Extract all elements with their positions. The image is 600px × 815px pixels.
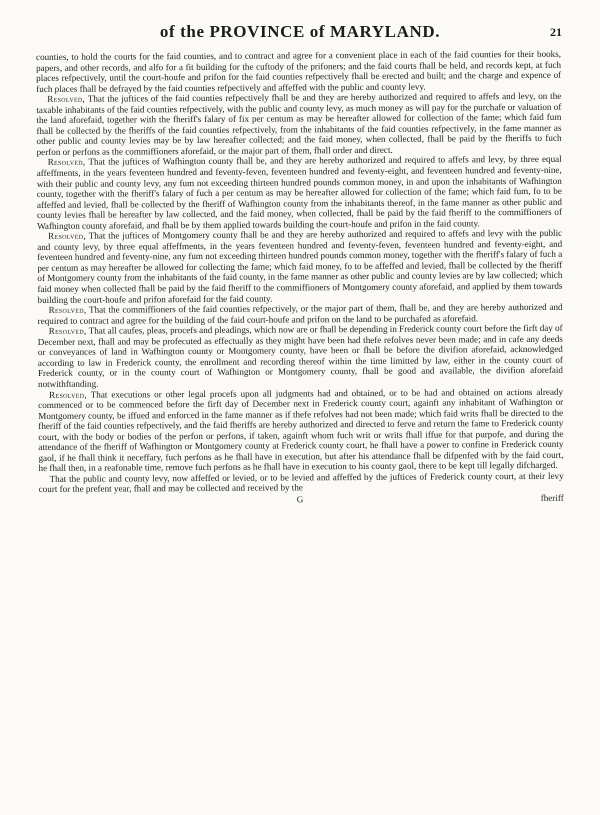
paragraph	[36, 49, 561, 94]
resolved-lead: Resolved,	[48, 230, 86, 242]
page-header	[0, 22, 600, 44]
paragraph-text: That executions or other legal procefs upon all judgments had and obtained, or to be had and obtained on actions already commenced or to be commenced before the firft day of December next in Frederick county court, againft any inhabitant of Wafhington or Montgomery county, be iffued and enforced in the fame manner as if thefe refolves had not been made; which faid writs fhall be directed to the fheriff of the faid counties refpectively, and the faid fheriffs are hereby authorized and directed to ferve and return the fame to Frederick county court, with the body or bodies of the perfon or perfons, if taken, againft whom fuch writ or writs fhall iffue for that purpofe, and during the attendance of the fheriff of Wafhington or Montgomery county at Frederick county court, he fhall have a power to confine in Frederick county gaol, if he fhall think it neceffary, fuch perfons as he fhall have in execution, but after his attendance fhall be difpenfed with by the faid court, he fhall then, in a reafonable time, remove fuch perfons as he fhall have in execution to his county gaol, there to be kept till legally difcharged.	[38, 386, 564, 474]
paragraph-text: That the juftices of the faid counties refpectively fhall be and they are hereby authorized and required to affefs and levy, on the taxable inhabitants of the faid counties refpectively, with the public and county levy, as much money as will pay for the purchafe or valuation of the land aforefaid, together with the fheriff's falary of fix per centum as may be hereafter allowed for collection of the fame; which faid fum fhall be collected by the fheriffs of the faid counties refpectively, from the inhabitants of the faid counties refpectively, in the fame manner as other public and county levies may be by law hereafter collected; and the faid money, when collected, fhall be paid by the fheriffs to fuch perfon or perfons as the commiffioners aforefaid, or the major part of them, fhall order and direct.	[36, 90, 562, 157]
paragraph-text: That the juftices of Wafhington county fhall be, and they are hereby authorized and required to affefs and levy, by three equal affeffments, in the years feventeen hundred and feventy-feven, feventeen hundred and feventy-eight, and feventeen hundred and feventy-nine, with their public and county levy, any fum not exceeding thirteen hundred pounds common money, in and upon the inhabitants of Wafhington county, together with the fheriff's falary of fuch a per centum as may be hereafter allowed for collection of the fame; which faid fum, fo to be affeffed and levied, fhall be collected by the fheriff of Wafhington county from the inhabitants thereof, in the fame manner as other public and county levies fhall be hereafter by law collected, and the faid money, when collected, fhall be paid by the faid fheriff to the commiffioners of Wafhington county aforefaid, and fhall be by them applied towards building the court-houfe and prifon in the faid county.	[36, 154, 563, 231]
resolved-lead: Resolved,	[48, 304, 87, 316]
catchword: fheriff	[540, 492, 564, 503]
body-text	[36, 49, 564, 507]
paragraph-text: That the public and county levy, now affeffed or levied, or to be levied and affeffed by the juftices of Frederick county court, at their levy court for the prefent year, fhall and may be collected and received by the	[38, 470, 564, 495]
resolved-lead: Resolved,	[49, 389, 87, 400]
resolved-lead: Resolved,	[47, 93, 86, 105]
paragraph-text: That the commiffioners of the faid counties refpectively, or the major part of them, fhall be, and they are hereby authorized and required to contract and agree for the building of the faid court-houfe and prifon on the land to be purchafed as aforefaid.	[37, 301, 563, 326]
paragraph-text: That all caufes, pleas, procefs and pleadings, which now are or fhall be depending in Frederick county court before the firft day of December next, fhall and may be profecuted as effectually as they might have been had thefe refolves never been made; and in cafe any deeds or conveyances of land in Wafhington county or Montgomery county, have been or fhall be before the divifion aforefaid, acknowledged according to law in Frederick county, the enrollment and recording thereof within the time limitted by law, either in the county court of Frederick county, or in the county court of Wafhington or Montgomery county, fhall be good and available, the divifion aforefaid notwithftanding.	[37, 323, 563, 389]
paragraph	[38, 323, 563, 389]
page-footer	[39, 493, 564, 507]
resolved-lead: Resolved,	[47, 157, 86, 168]
running-title: of the PROVINCE of MARYLAND.	[159, 22, 441, 41]
signature-mark: G	[296, 494, 304, 505]
page-number: 21	[550, 25, 562, 39]
paragraph-text: That the juftices of Montgomery county fhall be and they are hereby authorized and required to affefs and levy with the public and county levy, by three equal affeffments, in the years feventeen hundred and feventy-feven, feventeen hundred and feventy-eight, and feventeen hundred and feventy-nine, any fum not exceeding thirteen hundred pounds common money, together with the fheriff's falary of fuch a per centum as may hereafter be allowed for collecting the fame; which faid money, fo to be affeffed and levied, fhall be collected by the fheriff of Montgomery county from the inhabitants of the faid county, in the fame manner as other public and county levies are by law collected; which faid money when collected fhall be paid by the faid fheriff to the commiffioners of Montgomery county aforefaid, and applied by them towards building the court-houfe and prifon aforefaid for the faid county.	[37, 228, 563, 305]
resolved-lead: Resolved,	[48, 325, 87, 337]
paragraph	[38, 386, 564, 474]
paragraph	[37, 154, 562, 231]
paragraph	[37, 228, 562, 305]
paragraph-text: counties, to hold the courts for the faid counties, and to contract and agree for a convenient place in each of the faid counties for their books, papers, and other records, and alfo for a fit building for the cuftody of the prifoners; and the faid courts fhall be held, and records kept, at fuch places refpectively, until the court-houfe and prifon for the faid counties refpectively fhall be erected and built; and the charge and expence of fuch places fhall be defrayed by the faid counties refpectively and affeffed with the public and county levy.	[36, 48, 562, 94]
paragraph	[39, 471, 564, 495]
paragraph	[36, 91, 561, 157]
